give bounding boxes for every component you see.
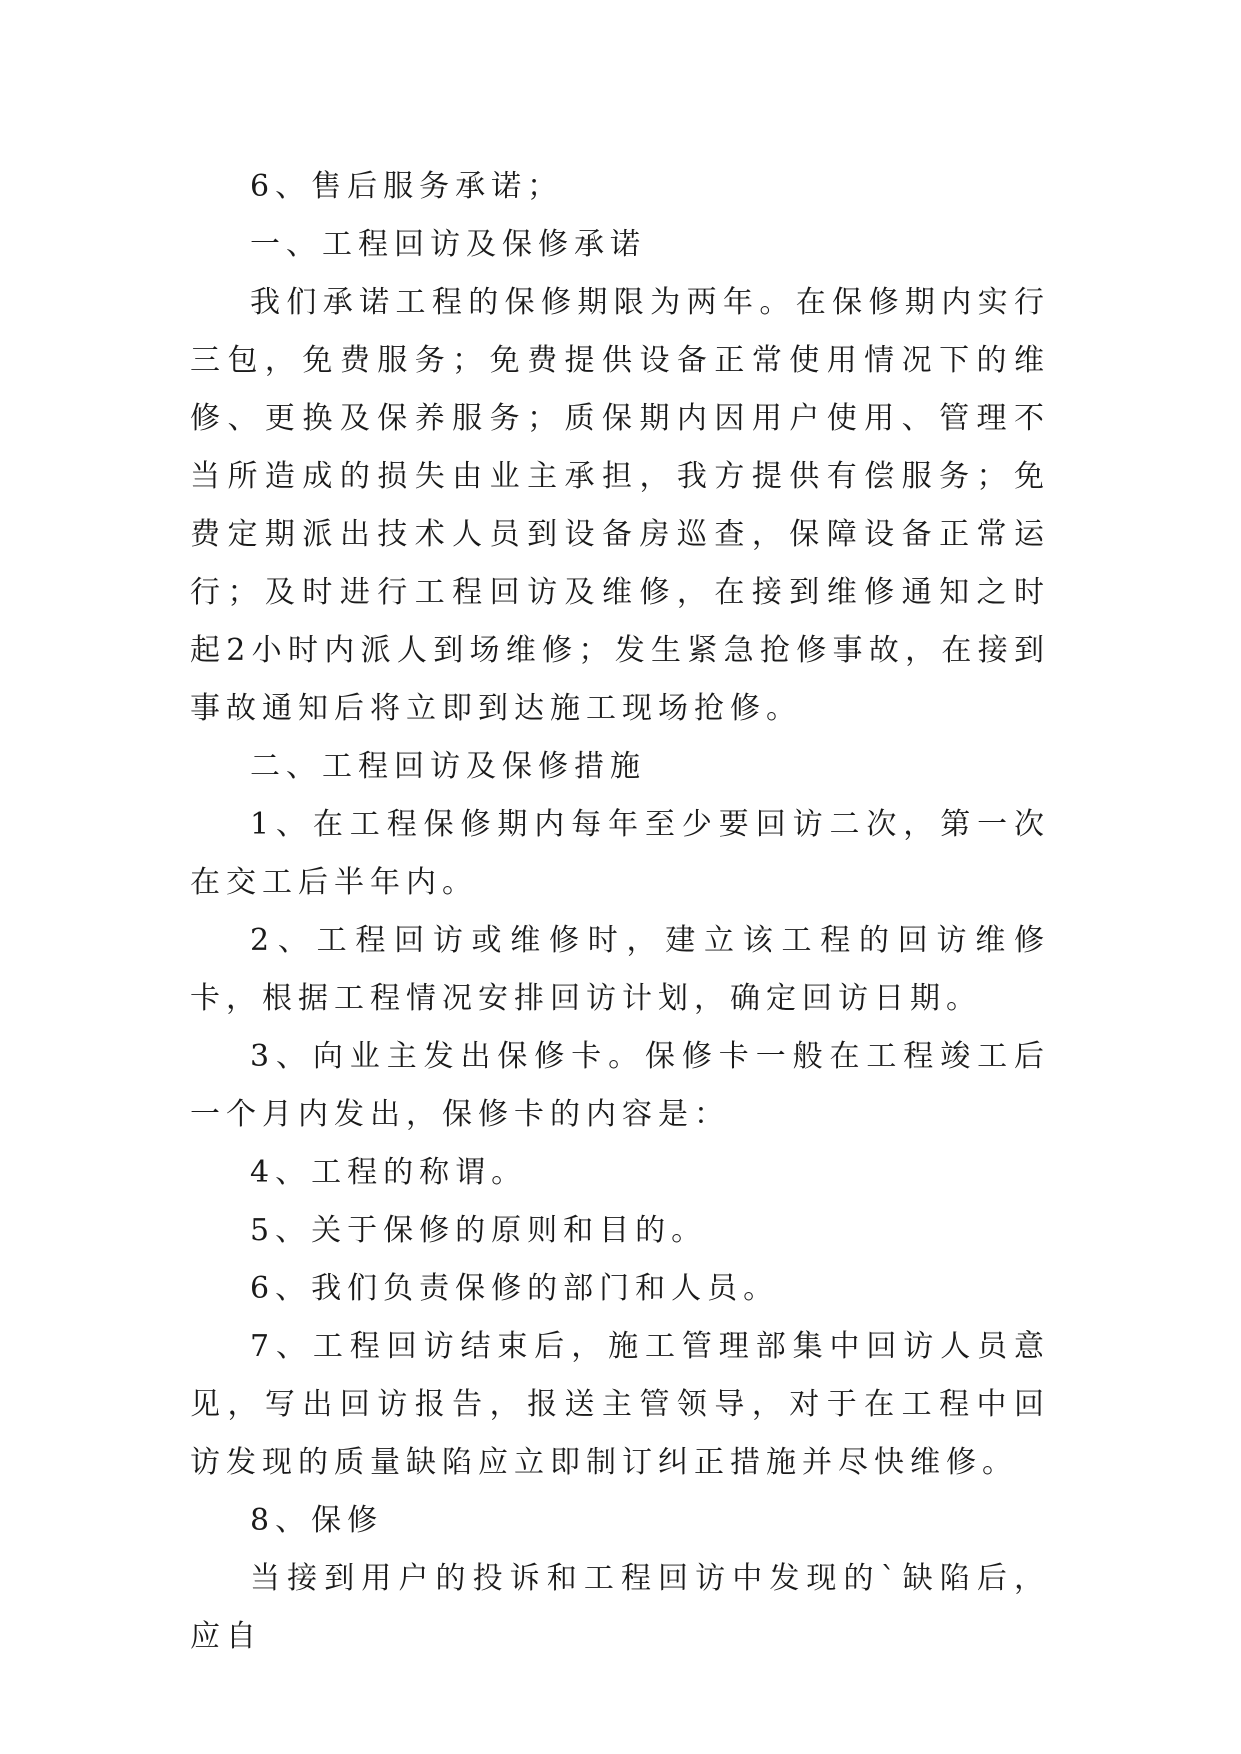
paragraph-item-7: 7、工程回访结束后，施工管理部集中回访人员意见，写出回访报告，报送主管领导，对于在工程中回访发现的质量缺陷应立即制订纠正措施并尽快维修。 [190,1329,1050,1480]
paragraph-after-sales-heading: 6、售后服务承诺； [250,169,564,204]
paragraph-item-6: 6、我们负责保修的部门和人员。 [250,1271,780,1306]
paragraph-item-3: 3、向业主发出保修卡。保修卡一般在工程竣工后一个月内发出，保修卡的内容是： [190,1039,1050,1132]
paragraph-section-two-heading: 二、工程回访及保修措施 [250,749,646,784]
paragraph-item-5: 5、关于保修的原则和目的。 [250,1213,708,1248]
paragraph-item-4: 4、工程的称谓。 [250,1155,528,1190]
paragraph-item-1: 1、在工程保修期内每年至少要回访二次，第一次在交工后半年内。 [190,807,1050,900]
paragraph-warranty-commitment: 我们承诺工程的保修期限为两年。在保修期内实行三包，免费服务；免费提供设备正常使用情况下的维修、更换及保养服务；质保期内因用户使用、管理不当所造成的损失由业主承担，我方提供有偿服务；免费定期派出技术人员到设备房巡查，保障设备正常运行；及时进行工程回访及维修，在接到维修通知之时起2小时内派人到场维修；发生紧急抢修事故，在接到事故通知后将立即到达施工现场抢修。 [190,285,1050,726]
paragraph-item-8: 8、保修 [250,1503,384,1538]
paragraph-final: 当接到用户的投诉和工程回访中发现的`缺陷后，应自 [190,1561,1050,1654]
document-body [190,158,1050,1666]
paragraph-item-2: 2、工程回访或维修时，建立该工程的回访维修卡，根据工程情况安排回访计划，确定回访日期。 [190,923,1050,1016]
paragraph-section-one-heading: 一、工程回访及保修承诺 [250,227,646,262]
